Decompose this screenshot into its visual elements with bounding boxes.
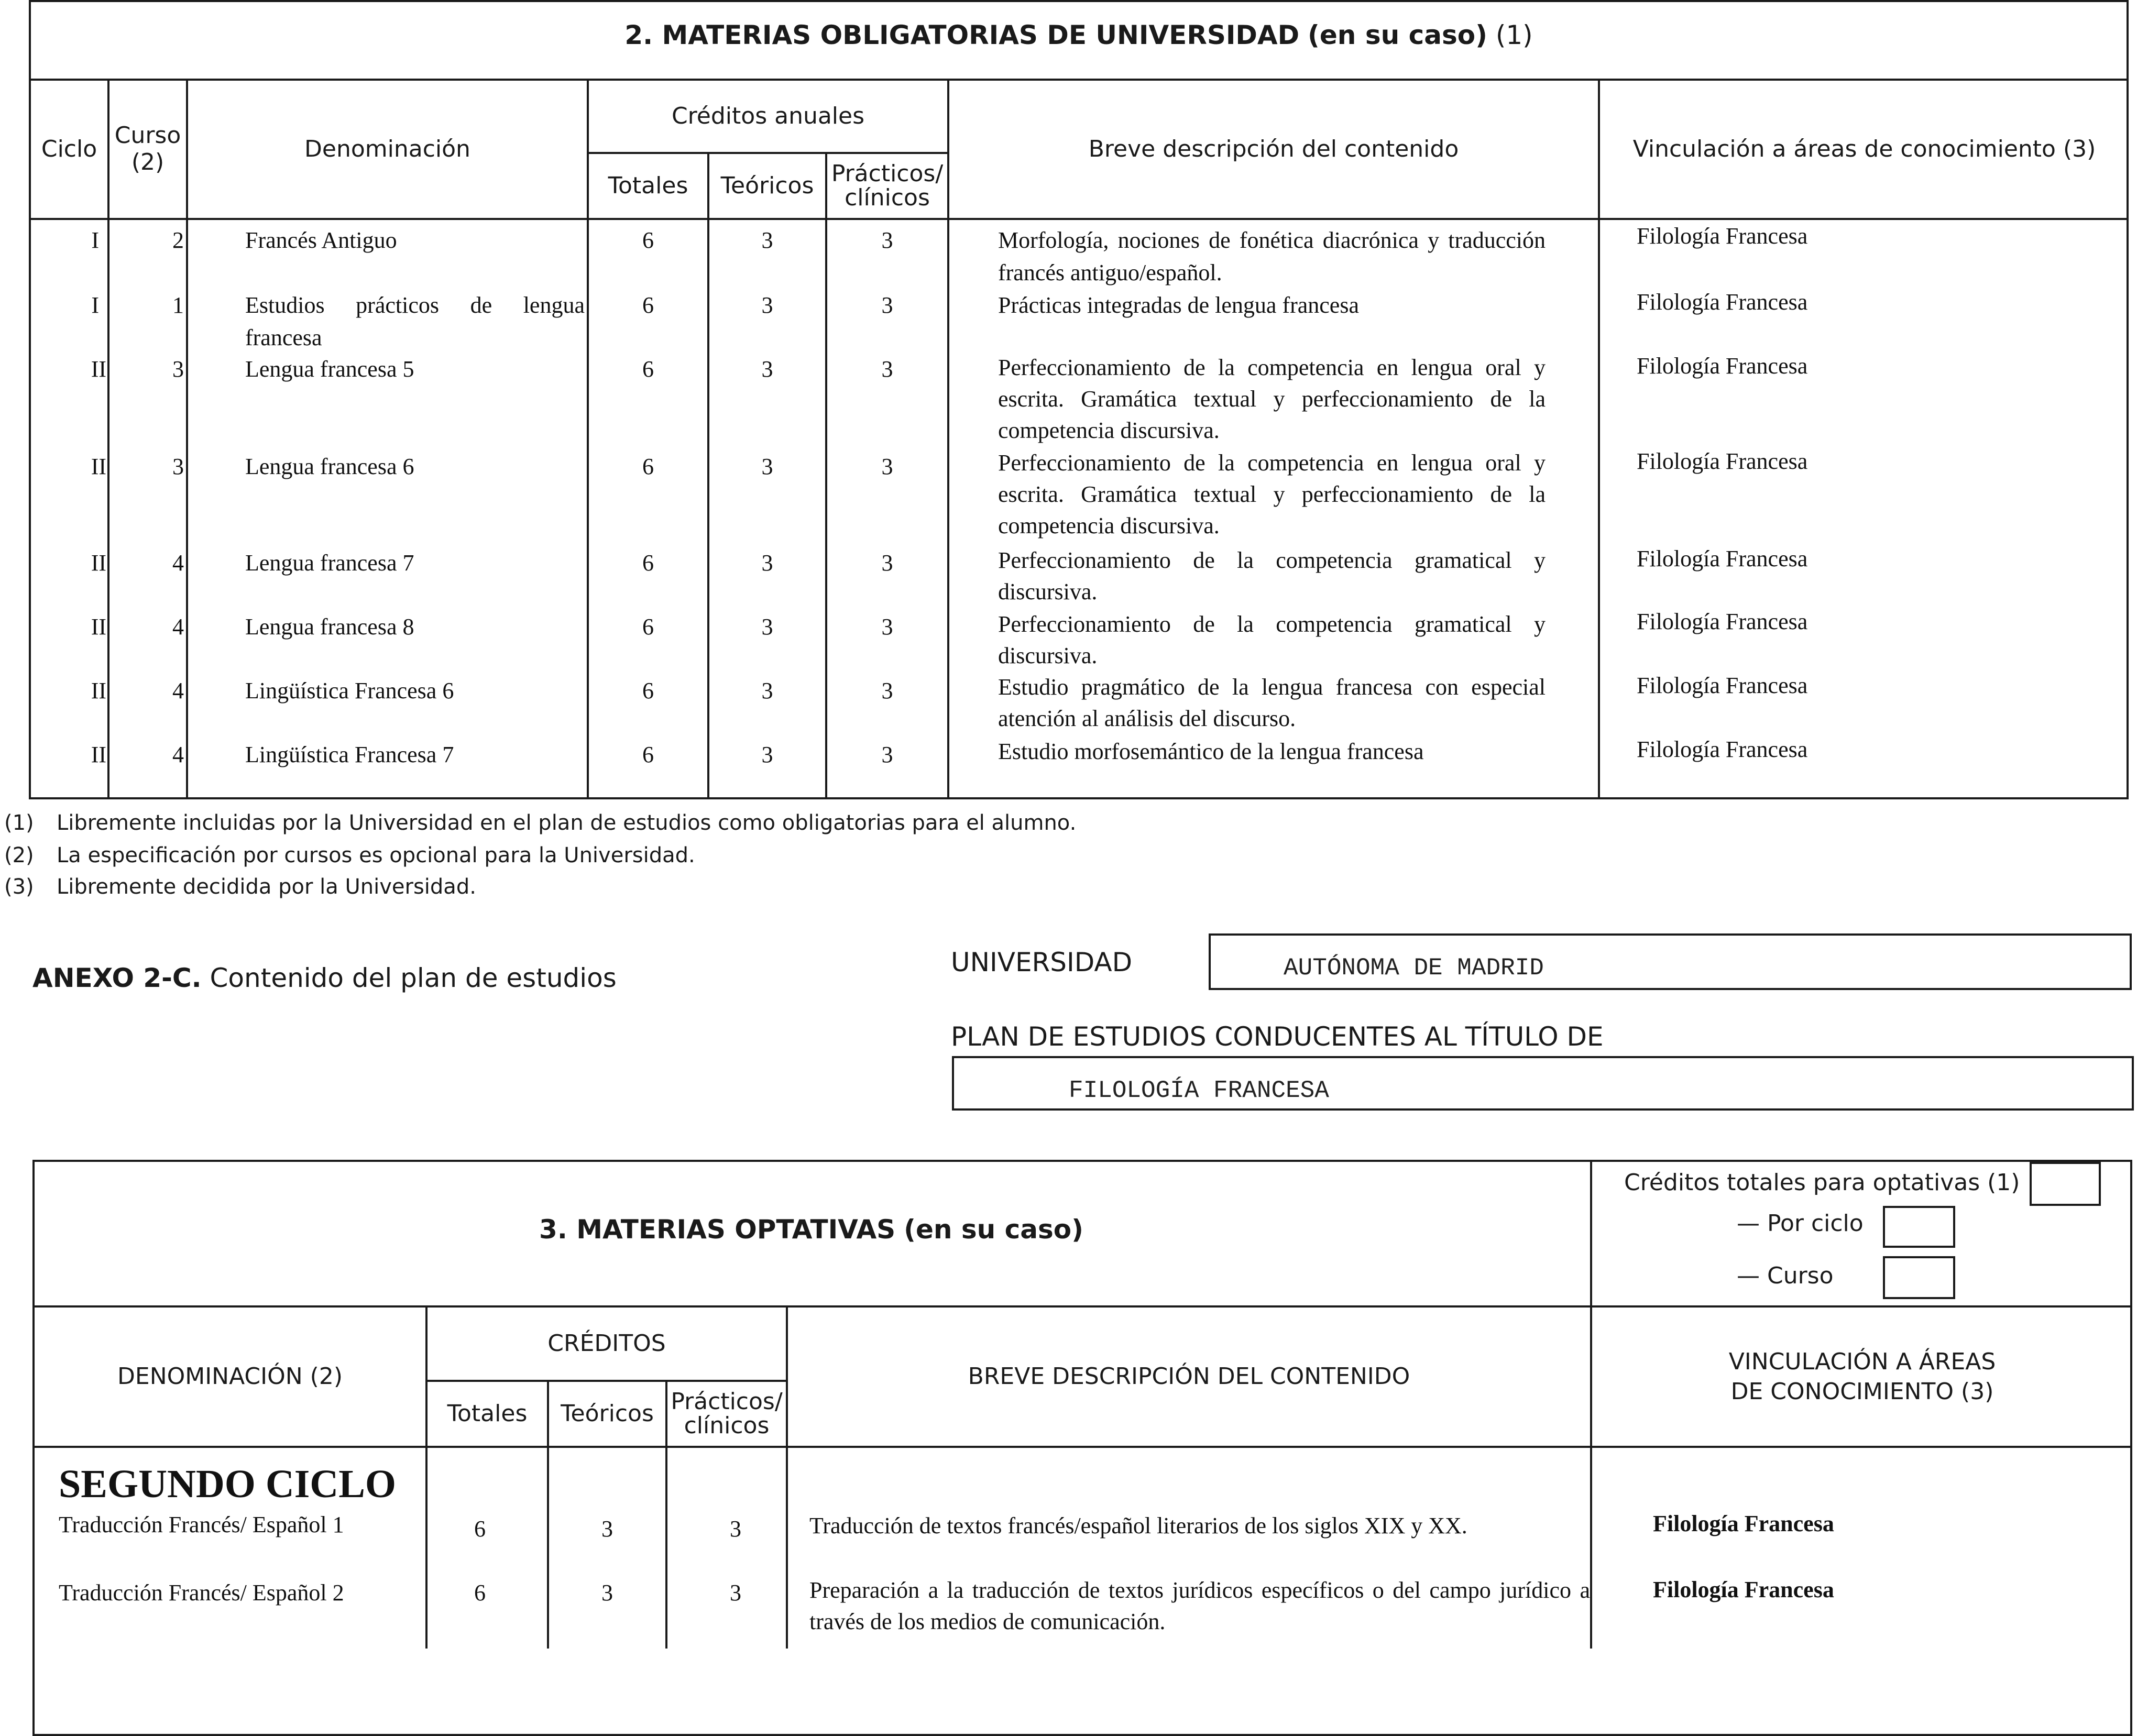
footnote-text: La especificación por cursos es opcional para la Universidad. xyxy=(57,843,695,867)
cell-teoricos: 3 xyxy=(761,614,773,640)
por-ciclo-box[interactable] xyxy=(1883,1206,1955,1248)
cell-ciclo: II xyxy=(91,742,106,767)
footnote-2 xyxy=(0,843,695,867)
header-practicos-label: Prácticos/ xyxy=(831,160,944,187)
footnote-text: Libremente incluidas por la Universidad en el plan de estudios como obligatorias para el alumno. xyxy=(57,811,1077,835)
cell-descripcion: Perfeccionamiento de la competencia gramatical y discursiva. xyxy=(998,547,1546,605)
cell-practicos: 3 xyxy=(881,550,893,576)
table3-frame xyxy=(32,1160,2132,1736)
cell-ciclo: I xyxy=(91,292,99,318)
cell-practicos: 3 xyxy=(881,454,893,479)
cell-totales: 6 xyxy=(474,1580,486,1606)
header-curso-note: (2) xyxy=(131,149,165,175)
cell-area: Filología Francesa xyxy=(1637,737,1808,762)
universidad-label: UNIVERSIDAD xyxy=(951,947,1133,977)
cell-totales: 6 xyxy=(642,742,654,767)
footnote-1 xyxy=(0,811,1076,835)
header-descripcion: BREVE DESCRIPCIÓN DEL CONTENIDO xyxy=(968,1363,1410,1390)
cell-practicos: 3 xyxy=(881,292,893,318)
cell-denominacion: Lengua francesa 8 xyxy=(245,614,414,640)
cell-descripcion: Perfeccionamiento de la competencia en lengua oral y escrita. Gramática textual y perfeccionamiento de la competencia discursiva. xyxy=(998,450,1546,539)
header-practicos-label: Prácticos/ xyxy=(671,1388,783,1415)
cell-teoricos: 3 xyxy=(761,227,773,253)
header-teoricos: Teóricos xyxy=(561,1400,654,1427)
cell-totales: 6 xyxy=(642,614,654,640)
cell-curso: 4 xyxy=(172,742,184,767)
plan-value: FILOLOGÍA FRANCESA xyxy=(1069,1077,1329,1104)
cell-teoricos: 3 xyxy=(761,292,773,318)
header-vinculacion-line2: DE CONOCIMIENTO (3) xyxy=(1730,1378,1994,1405)
table3-title-main: 3. MATERIAS OPTATIVAS xyxy=(539,1214,896,1245)
cell-descripcion: Preparación a la traducción de textos jurídicos específicos o del campo jurídico a través de los medios de comunicación. xyxy=(809,1577,1590,1634)
cell-totales: 6 xyxy=(642,678,654,704)
cell-area: Filología Francesa xyxy=(1637,289,1808,315)
table2-title xyxy=(29,20,2129,50)
cell-totales: 6 xyxy=(642,292,654,318)
header-curso xyxy=(109,81,186,218)
creditos-totales-box[interactable] xyxy=(2030,1162,2101,1206)
cell-teoricos: 3 xyxy=(761,356,773,382)
cell-practicos: 3 xyxy=(730,1516,741,1542)
cell-totales: 6 xyxy=(642,356,654,382)
header-clinicos-label: clínicos xyxy=(845,184,930,211)
cell-ciclo: II xyxy=(91,550,106,576)
cell-denominacion: Lingüística Francesa 6 xyxy=(245,678,454,704)
cell-area: Filología Francesa xyxy=(1637,353,1808,379)
cell-denominacion: Traducción Francés/ Español 1 xyxy=(59,1512,344,1537)
cell-denominacion: Francés Antiguo xyxy=(245,227,397,253)
header-curso-label: Curso xyxy=(114,122,181,149)
cell-area: Filología Francesa xyxy=(1637,448,1808,474)
cell-area: Filología Francesa xyxy=(1653,1511,1834,1536)
cell-curso: 4 xyxy=(172,614,184,640)
cell-teoricos: 3 xyxy=(761,678,773,704)
cell-curso: 4 xyxy=(172,550,184,576)
cell-denominacion: Lengua francesa 5 xyxy=(245,356,414,382)
cell-curso: 1 xyxy=(172,292,184,318)
cell-curso: 3 xyxy=(172,356,184,382)
footnote-key: (1) xyxy=(4,811,34,835)
footnote-key: (3) xyxy=(4,875,34,899)
cell-practicos: 3 xyxy=(730,1580,741,1606)
header-ciclo: Ciclo xyxy=(41,135,97,162)
creditos-totales-label: Créditos totales para optativas (1) xyxy=(1624,1169,2020,1196)
cell-descripcion: Estudio pragmático de la lengua francesa con especial atención al análisis del discurso. xyxy=(998,674,1546,731)
cell-curso: 2 xyxy=(172,227,184,253)
table2-title-note: (1) xyxy=(1495,20,1533,50)
cell-practicos: 3 xyxy=(881,678,893,704)
table3-title-sub: (en su caso) xyxy=(904,1214,1083,1245)
header-denominacion: DENOMINACIÓN (2) xyxy=(117,1363,343,1390)
anexo-text: Contenido del plan de estudios xyxy=(210,963,617,993)
cell-totales: 6 xyxy=(642,454,654,479)
cell-ciclo: II xyxy=(91,678,106,704)
por-ciclo-label: — Por ciclo xyxy=(1737,1210,1864,1237)
header-vinculacion: Vinculación a áreas de conocimiento (3) xyxy=(1632,135,2096,162)
header-descripcion: Breve descripción del contenido xyxy=(1088,135,1459,162)
cell-denominacion: Lingüística Francesa 7 xyxy=(245,742,454,767)
cell-descripcion: Morfología, nociones de fonética diacrónica y traducción francés antiguo/español. xyxy=(998,227,1546,285)
cell-ciclo: II xyxy=(91,454,106,479)
cell-ciclo: II xyxy=(91,356,106,382)
cell-curso: 4 xyxy=(172,678,184,704)
cell-practicos: 3 xyxy=(881,614,893,640)
cell-descripcion: Perfeccionamiento de la competencia gramatical y discursiva. xyxy=(998,611,1546,668)
cell-totales: 6 xyxy=(474,1516,486,1542)
header-vinculacion-line1: VINCULACIÓN A ÁREAS xyxy=(1728,1348,1996,1375)
section-heading: SEGUNDO CICLO xyxy=(59,1462,396,1506)
cell-totales: 6 xyxy=(642,550,654,576)
anexo-title xyxy=(32,963,617,993)
cell-teoricos: 3 xyxy=(761,550,773,576)
header-denominacion: Denominación xyxy=(304,135,470,162)
cell-descripcion: Perfeccionamiento de la competencia en lengua oral y escrita. Gramática textual y perfeccionamiento de la competencia discursiva. xyxy=(998,355,1546,443)
table3-title xyxy=(32,1214,1590,1245)
header-practicos xyxy=(827,154,947,218)
cell-totales: 6 xyxy=(642,227,654,253)
header-practicos xyxy=(667,1382,786,1446)
cell-teoricos: 3 xyxy=(601,1580,613,1606)
cell-area: Filología Francesa xyxy=(1653,1577,1834,1602)
footnote-key: (2) xyxy=(4,843,34,867)
header-vinculacion xyxy=(1592,1308,2132,1446)
table2-title-main: 2. MATERIAS OBLIGATORIAS DE UNIVERSIDAD xyxy=(624,20,1300,50)
footnote-3 xyxy=(0,875,476,899)
cell-ciclo: II xyxy=(91,614,106,640)
cell-denominacion: Lengua francesa 7 xyxy=(245,550,414,576)
curso-box[interactable] xyxy=(1883,1256,1955,1299)
cell-denominacion: Traducción Francés/ Español 2 xyxy=(59,1580,344,1606)
cell-practicos: 3 xyxy=(881,227,893,253)
cell-practicos: 3 xyxy=(881,356,893,382)
plan-label: PLAN DE ESTUDIOS CONDUCENTES AL TÍTULO DE xyxy=(951,1021,1604,1052)
cell-practicos: 3 xyxy=(881,742,893,767)
cell-ciclo: I xyxy=(91,227,99,253)
cell-denominacion: Estudios prácticos de lengua francesa xyxy=(245,292,585,350)
cell-teoricos: 3 xyxy=(601,1516,613,1542)
anexo-label: ANEXO 2-C. xyxy=(32,963,202,993)
header-creditos: CRÉDITOS xyxy=(547,1330,666,1357)
cell-descripcion: Prácticas integradas de lengua francesa xyxy=(998,292,1359,318)
cell-descripcion: Traducción de textos francés/español literarios de los siglos XIX y XX. xyxy=(809,1513,1467,1539)
cell-descripcion: Estudio morfosemántico de la lengua francesa xyxy=(998,739,1424,764)
table2-title-sub: (en su caso) xyxy=(1308,20,1487,50)
cell-area: Filología Francesa xyxy=(1637,546,1808,572)
cell-area: Filología Francesa xyxy=(1637,609,1808,634)
header-clinicos-label: clínicos xyxy=(684,1412,770,1439)
header-totales: Totales xyxy=(447,1400,528,1427)
cell-area: Filología Francesa xyxy=(1637,223,1808,249)
table3-header-divider xyxy=(32,1446,2132,1448)
cell-curso: 3 xyxy=(172,454,184,479)
footnote-text: Libremente decidida por la Universidad. xyxy=(57,875,476,899)
header-teoricos: Teóricos xyxy=(720,172,814,199)
header-totales: Totales xyxy=(608,172,688,199)
cell-teoricos: 3 xyxy=(761,742,773,767)
curso-label: — Curso xyxy=(1737,1262,1834,1289)
cell-denominacion: Lengua francesa 6 xyxy=(245,454,414,479)
universidad-value: AUTÓNOMA DE MADRID xyxy=(1284,954,1544,982)
cell-teoricos: 3 xyxy=(761,454,773,479)
header-creditos: Créditos anuales xyxy=(671,102,865,129)
cell-area: Filología Francesa xyxy=(1637,673,1808,698)
